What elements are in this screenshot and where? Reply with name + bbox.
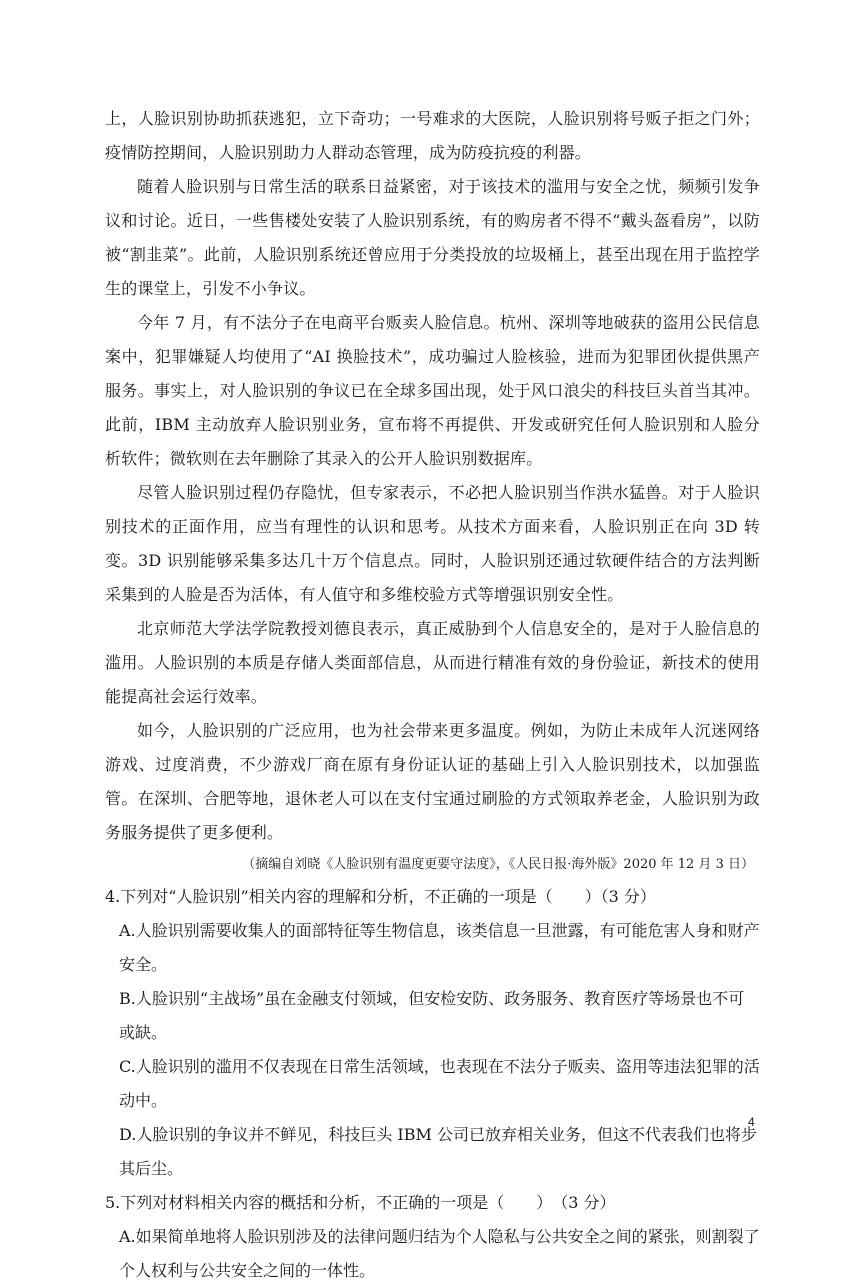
article-body (105, 102, 760, 880)
article-paragraph: 随着人脸识别与日常生活的联系日益紧密，对于该技术的滥用与安全之忧，频频引发争议和讨论。近日，一些售楼处安装了人脸识别系统，有的购房者不得不“戴头盔看房”，以防被“割韭菜”。此前，人脸识别系统还曾应用于分类投放的垃圾桶上，甚至出现在用于监控学生的课堂上，引发不小争议。 (105, 177, 760, 298)
question-option: C.人脸识别的滥用不仅表现在日常生活领域，也表现在不法分子贩卖、盗用等违法犯罪的活动中。 (119, 1057, 760, 1110)
article-paragraph: 尽管人脸识别过程仍存隐忧，但专家表示，不必把人脸识别当作洪水猛兽。对于人脸识别技术的正面作用，应当有理性的认识和思考。从技术方面来看，人脸识别正在向 3D 转变。3D 识别能够采集多达几十万个信息点。同时，人脸识别还通过软硬件结合的方法判断采集到的人脸是否为活体，有人值守和多维校验方式等增强识别安全性。 (105, 483, 760, 604)
question-option: A.如果简单地将人脸识别涉及的法律问题归结为个人隐私与公共安全之间的紧张，则割裂了个人权利与公共安全之间的一体性。 (119, 1227, 760, 1280)
question-option: B.人脸识别“主战场”虽在金融支付领域，但安检安防、政务服务、教育医疗等场景也不可或缺。 (119, 989, 745, 1042)
article-paragraph: 如今，人脸识别的广泛应用，也为社会带来更多温度。例如，为防止未成年人沉迷网络游戏、过度消费，不少游戏厂商在原有身份证认证的基础上引入人脸识别技术，以加强监管。在深圳、合肥等地，退休老人可以在支付宝通过刷脸的方式领取养老金，人脸识别为政务服务提供了更多便利。 (105, 721, 760, 842)
question-5 (105, 1186, 760, 1288)
article-paragraph: 北京师范大学法学院教授刘德良表示，真正威胁到个人信息安全的，是对于人脸信息的滥用。人脸识别的本质是存储人类面部信息，从而进行精准有效的身份验证，新技术的使用能提高社会运行效率。 (105, 619, 760, 706)
question-option: A.人脸识别需要收集人的面部特征等生物信息，该类信息一旦泄露，有可能危害人身和财产安全。 (119, 921, 760, 974)
question-4 (105, 880, 760, 1186)
page-number: 4 (748, 1115, 755, 1129)
question-stem: 4.下列对“人脸识别”相关内容的理解和分析，不正确的一项是（ ）（3 分） (105, 887, 656, 906)
question-option: D.人脸识别的争议并不鲜见，科技巨头 IBM 公司已放弃相关业务，但这不代表我们也将步其后尘。 (119, 1125, 757, 1178)
question-stem: 5.下列对材料相关内容的概括和分析，不正确的一项是（ ） （3 分） (105, 1193, 616, 1212)
article-paragraph: 今年 7 月，有不法分子在电商平台贩卖人脸信息。杭州、深圳等地破获的盗用公民信息案中，犯罪嫌疑人均使用了“AI 换脸技术”，成功骗过人脸核验，进而为犯罪团伙提供黑产服务。事实上，对人脸识别的争议已在全球多国出现，处于风口浪尖的科技巨头首当其冲。此前，IBM 主动放弃人脸识别业务，宣布将不再提供、开发或研究任何人脸识别和人脸分析软件；微软则在去年删除了其录入的公开人脸识别数据库。 (105, 313, 760, 468)
page-content (105, 102, 760, 1288)
article-source-citation: （摘编自刘晓《人脸识别有温度更要守法度》，《人民日报·海外版》2020 年 12 月 3 日） (242, 857, 754, 872)
article-paragraph: 上，人脸识别协助抓获逃犯，立下奇功；一号难求的大医院，人脸识别将号贩子拒之门外；疫情防控期间，人脸识别助力人群动态管理，成为防疫抗疫的利器。 (105, 109, 760, 162)
